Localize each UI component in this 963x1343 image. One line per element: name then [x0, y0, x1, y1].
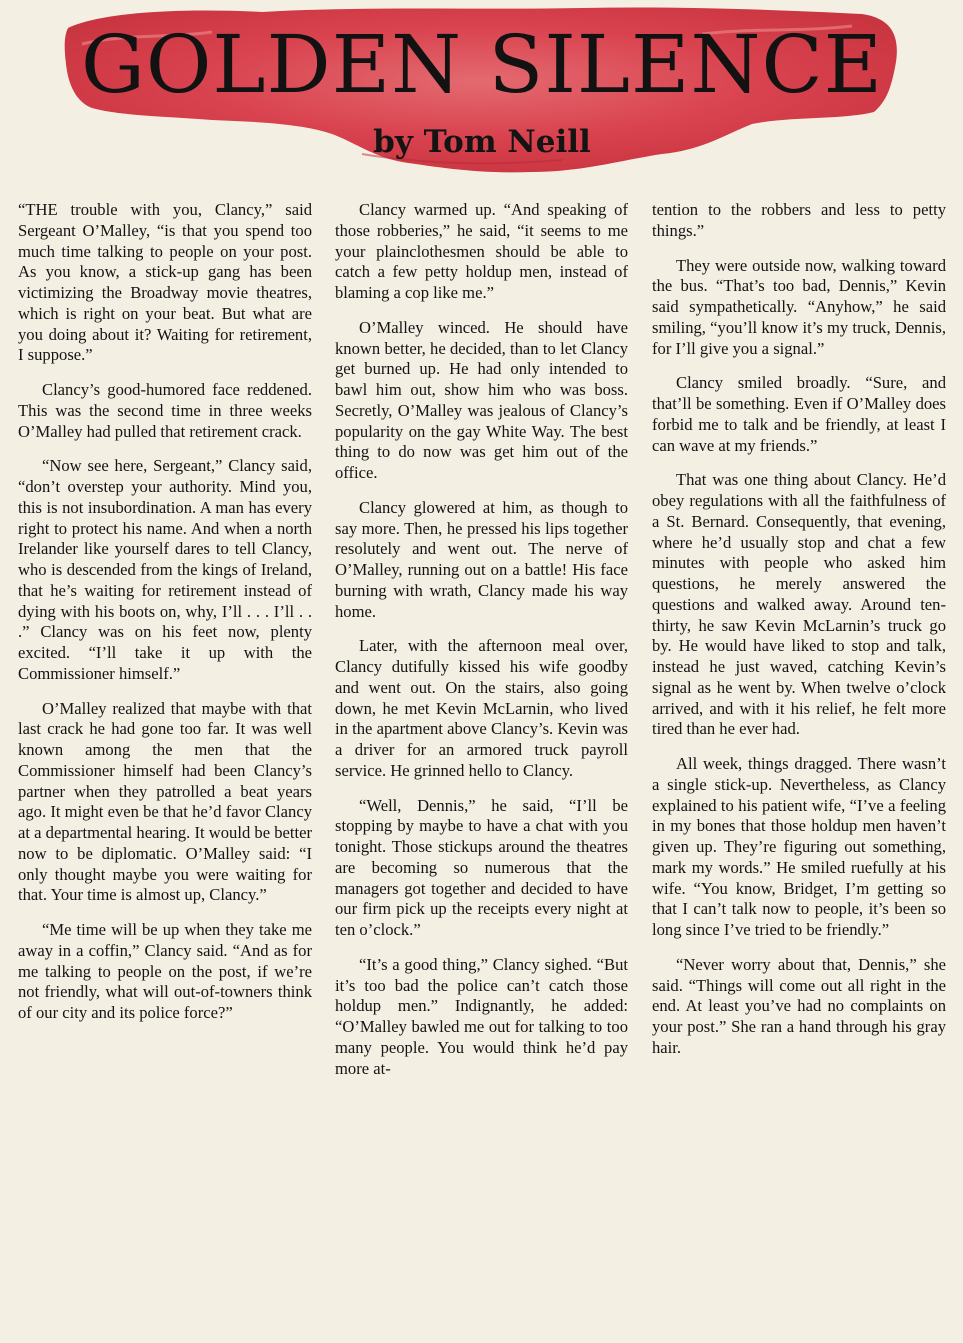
paragraph: “Me time will be up when they take me away in a coffin,” Clancy said. “And as for me talking to people on the post, if we’re not friendly, what will out-of-towners think of our city and its police force?” — [18, 920, 312, 1022]
text-column-1 — [18, 200, 312, 1340]
paragraph: “Never worry about that, Dennis,” she said. “Things will come out all right in the end. At least you’ve had no complaints on your post.” She ran a hand through his gray hair. — [652, 954, 946, 1057]
text-column-2 — [335, 200, 628, 1340]
story-byline: by Tom Neill — [373, 124, 591, 160]
paragraph: O’Malley winced. He should have known better, he decided, than to let Clancy get burned up. He had only intended to bawl him out, show him who was boss. Secretly, O’Malley was jealous of Clancy’s popularity on the gay White Way. The best thing to do now was get him out of the office. — [335, 317, 628, 482]
paragraph: Clancy glowered at him, as though to say more. Then, he pressed his lips together resolutely and went out. The nerve of O’Malley, running out on a battle! His face burning with wrath, Clancy made his way home. — [335, 497, 628, 621]
paragraph: Clancy’s good-humored face reddened. This was the second time in three weeks O’Malley had pulled that retirement crack. — [18, 380, 312, 441]
story-title: GOLDEN SILENCE — [80, 18, 884, 111]
paragraph: “THE trouble with you, Clancy,” said Sergeant O’Malley, “is that you spend too much time talking to people on your post. As you know, a stick-up gang has been victimizing the Broadway movie theatres, which is right on your beat. But what are you doing about it? Waiting for retirement, I suppose.” — [18, 200, 312, 365]
paragraph: Clancy warmed up. “And speaking of those robberies,” he said, “it seems to me your plainclothesmen should be able to catch a few petty holdup men, instead of blaming a cop like me.” — [335, 200, 628, 302]
paragraph: All week, things dragged. There wasn’t a single stick-up. Nevertheless, as Clancy explained to his patient wife, “I’ve a feeling in my bones that those holdup men haven’t given up. They’re figuring out something, mark my words.” He smiled ruefully at his wife. “You know, Bridget, I’m getting so that I can’t talk now to people, it’s been so long since I’ve tried to be friendly.” — [652, 754, 946, 939]
paragraph: tention to the robbers and less to petty things.” — [652, 200, 946, 240]
title-banner — [62, 4, 902, 176]
paragraph: “Well, Dennis,” he said, “I’ll be stopping by maybe to have a chat with you tonight. Those stickups around the theatres are becoming so numerous that the managers got together and decided to have our firm pick up the receipts every night at ten o’clock.” — [335, 795, 628, 939]
paragraph: That was one thing about Clancy. He’d obey regulations with all the faithfulness of a St. Bernard. Consequently, that evening, where he’d usually stop and chat a few minutes with people who asked him questions, he merely answered the questions and walked away. Around ten-thirty, he saw Kevin McLarnin’s truck go by. He would have liked to stop and talk, instead he just waved, catching Kevin’s signal as he went by. When twelve o’clock arrived, and with it his relief, he felt more tired than he ever had. — [652, 470, 946, 739]
paragraph: Later, with the afternoon meal over, Clancy dutifully kissed his wife goodby and went out. On the stairs, also going down, he met Kevin McLarnin, who lived in the apartment above Clancy’s. Kevin was a driver for an armored truck payroll service. He grinned hello to Clancy. — [335, 636, 628, 780]
text-column-3 — [652, 200, 946, 1340]
paragraph: Clancy smiled broadly. “Sure, and that’ll be something. Even if O’Malley does forbid me to talk and be friendly, at least I can wave at my friends.” — [652, 373, 946, 455]
paragraph: O’Malley realized that maybe with that last crack he had gone too far. It was well known among the men that the Commissioner himself had been Clancy’s partner when they patrolled a beat years ago. It might even be that he’d favor Clancy at a departmental hearing. It would be better now to be diplomatic. O’Malley said: “I only thought maybe you were waiting for that. Your time is almost up, Clancy.” — [18, 698, 312, 905]
paragraph: They were outside now, walking toward the bus. “That’s too bad, Dennis,” Kevin said sympathetically. “Anyhow,” he said smiling, “you’ll know it’s my truck, Dennis, for I’ll give you a signal.” — [652, 255, 946, 358]
paragraph: “Now see here, Sergeant,” Clancy said, “don’t overstep your authority. Mind you, this is not insubordination. A man has every right to protect his name. And when a north Irelander like yourself dares to tell Clancy, who is descended from the kings of Ireland, that he’s waiting for retirement instead of dying with his boots on, why, I’ll . . . I’ll . . .” Clancy was on his feet now, plenty excited. “I’ll take it up with the Commissioner himself.” — [18, 456, 312, 683]
paragraph: “It’s a good thing,” Clancy sighed. “But it’s too bad the police can’t catch those holdup men.” Indignantly, he added: “O’Malley bawled me out for talking to too many people. You would think he’d pay more at- — [335, 954, 628, 1078]
